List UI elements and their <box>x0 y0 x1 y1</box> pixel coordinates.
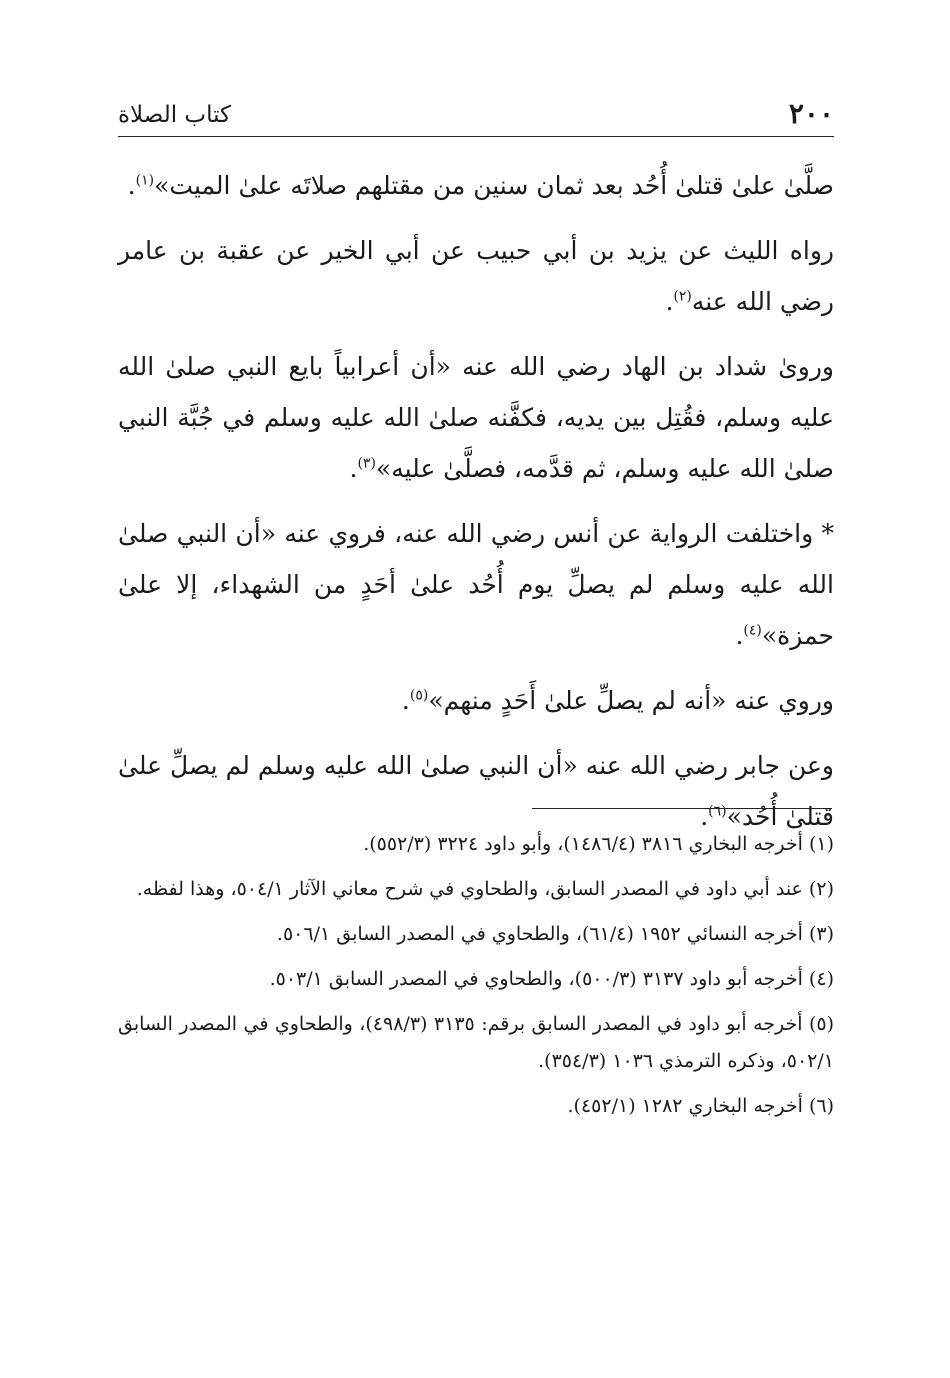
footnotes <box>118 826 834 1133</box>
footnote-ref: (١) <box>135 172 155 189</box>
footnote-separator <box>532 808 832 809</box>
paragraph-end: . <box>700 802 709 831</box>
body-paragraph <box>118 225 834 327</box>
footnote-ref: (٤) <box>743 622 762 639</box>
body-paragraph <box>118 341 834 494</box>
paragraph-text: رواه الليث عن يزيد بن أبي حبيب عن أبي الخير عن عقبة بن عامر رضي الله عنه <box>118 236 834 316</box>
body-paragraph <box>118 508 834 661</box>
paragraph-text: * واختلفت الرواية عن أنس رضي الله عنه، فروي عنه «أن النبي صلىٰ الله عليه وسلم لم يصلِّ يوم أُحُد علىٰ أحَدٍ من الشهداء، إلا علىٰ حمزة» <box>118 519 834 650</box>
paragraph-end: . <box>735 621 744 650</box>
footnote-ref: (٦) <box>708 803 727 820</box>
paragraph-end: . <box>665 287 674 316</box>
footnote: (٥) أخرجه أبو داود في المصدر السابق برقم: ٣١٣٥ (٤٩٨/٣)، والطحاوي في المصدر السابق ٥٠٢/١، وذكره الترمذي ١٠٣٦ (٣٥٤/٣). <box>118 1013 835 1072</box>
main-text <box>118 160 834 856</box>
paragraph-text: ورویٰ شداد بن الهاد رضي الله عنه «أن أعرابياً بايع النبي صلىٰ الله عليه وسلم، فقُتِل بين يديه، فكفَّنه صلىٰ الله عليه وسلم في جُبَّة النبي صلىٰ الله عليه وسلم، ثم قدَّمه، فصلَّىٰ عليه» <box>118 352 834 483</box>
paragraph-text: صلَّىٰ علىٰ قتلىٰ أُحُد بعد ثمان سنين من مقتلهم صلاتَه علىٰ الميت» <box>154 171 834 200</box>
footnote: (٣) أخرجه النسائي ١٩٥٢ (٦١/٤)، والطحاوي في المصدر السابق ٥٠٦/١. <box>276 923 834 945</box>
footnote-ref: (٥) <box>409 687 429 704</box>
footnote-ref: (٣) <box>357 455 376 472</box>
body-paragraph <box>118 675 834 726</box>
paragraph-end: . <box>349 454 358 483</box>
footnote: (٤) أخرجه أبو داود ٣١٣٧ (٥٠٠/٣)، والطحاوي في المصدر السابق ٥٠٣/١. <box>269 968 834 990</box>
paragraph-text: وروي عنه «أنه لم يصلِّ علىٰ أَحَدٍ منهم» <box>428 686 834 715</box>
footnote-ref: (٢) <box>673 288 692 305</box>
paragraph-end: . <box>127 171 136 200</box>
body-paragraph <box>118 160 834 211</box>
paragraph-text: وعن جابر رضي الله عنه «أن النبي صلىٰ الله عليه وسلم لم يصلِّ علىٰ قتلىٰ أُحُد» <box>118 751 834 831</box>
footnote: (٦) أخرجه البخاري ١٢٨٢ (٤٥٢/١). <box>567 1095 834 1117</box>
footnote: (٢) عند أبي داود في المصدر السابق، والطحاوي في شرح معاني الآثار ٥٠٤/١، وهذا لفظه. <box>136 878 834 900</box>
chapter-title: كتاب الصلاة <box>118 102 231 128</box>
footnote: (١) أخرجه البخاري ٣٨١٦ (١٤٨٦/٤)، وأبو داود ٣٢٢٤ (٥٥٢/٣). <box>363 833 834 855</box>
paragraph-end: . <box>401 686 410 715</box>
page-number: ٢٠٠ <box>788 97 834 130</box>
running-header <box>118 96 834 137</box>
